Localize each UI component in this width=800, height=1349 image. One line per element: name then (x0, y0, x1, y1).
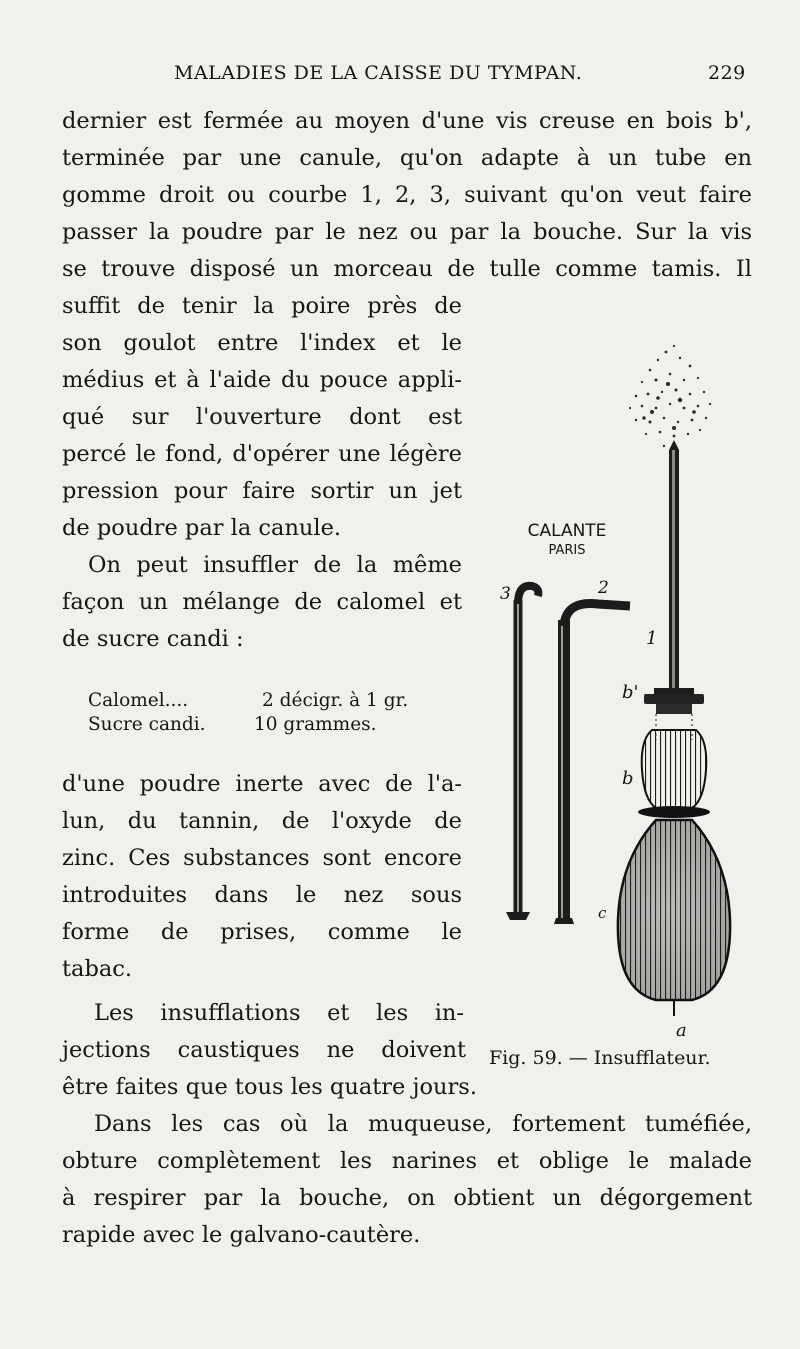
label-bottom: a (676, 1020, 687, 1041)
text-line: introduites dans le nez sous (62, 882, 462, 908)
text-line: médius et à l'aide du pouce appli- (62, 367, 462, 393)
text-line: être faites que tous les quatre jours. (62, 1074, 477, 1100)
text-line: se trouve disposé un morceau de tulle comme tamis. Il (62, 256, 752, 282)
label-tube-1: 1 (646, 628, 658, 649)
text-line: dernier est fermée au moyen d'une vis creuse en bois b', (62, 108, 752, 134)
text-line: façon un mélange de calomel et (62, 589, 462, 615)
text-line: de sucre candi : (62, 626, 244, 652)
maker-name: CALANTE (527, 521, 607, 541)
screw-fitting (644, 694, 704, 704)
recipe-dose: 2 décigr. à 1 gr. (262, 690, 409, 711)
text-line: pression pour faire sortir un jet (62, 478, 462, 504)
bulb-neck (642, 730, 707, 808)
figure-caption: Fig. 59. — Insufflateur. (489, 1047, 711, 1069)
label-screw: b' (622, 682, 639, 703)
text-line: Dans les cas où la muqueuse, fortement tuméfiée, (94, 1111, 752, 1137)
text-line: qué sur l'ouverture dont est (62, 404, 462, 430)
recipe-name: Calomel.... (88, 690, 189, 711)
text-line: tabac. (62, 956, 133, 982)
text-line: de poudre par la canule. (62, 515, 342, 541)
text-line: terminée par une canule, qu'on adapte à un tube en (62, 145, 752, 171)
text-line: à respirer par la bouche, on obtient un dégorgement (62, 1185, 752, 1211)
recipe-dose: 10 grammes. (254, 714, 377, 735)
text-line: Les insufflations et les in- (94, 1000, 464, 1026)
page-number: 229 (708, 62, 746, 84)
text-line: lun, du tannin, de l'oxyde de (62, 808, 462, 834)
text-line: obture complètement les narines et oblige le malade (62, 1148, 752, 1174)
running-head (0, 62, 800, 90)
text-line: suffit de tenir la poire près de (62, 293, 462, 319)
text-line: percé le fond, d'opérer une légère (62, 441, 462, 467)
text-line: zinc. Ces substances sont encore (62, 845, 462, 871)
label-bulb: b (622, 768, 634, 789)
label-tube-2: 2 (598, 578, 609, 598)
text-line: d'une poudre inerte avec de l'a- (62, 771, 462, 797)
recipe-name: Sucre candi. (88, 714, 206, 735)
powder-spray (629, 345, 711, 459)
text-line: jections caustiques ne doivent (62, 1037, 466, 1063)
text-line: On peut insuffler de la même (88, 552, 462, 578)
label-tube-3: 3 (500, 584, 511, 604)
running-title: MALADIES DE LA CAISSE DU TYMPAN. (174, 62, 583, 84)
maker-mark (524, 521, 610, 561)
text-line: rapide avec le galvano-cautère. (62, 1222, 421, 1248)
text-line: forme de prises, comme le (62, 919, 462, 945)
maker-city: PARIS (548, 543, 586, 558)
text-line: gomme droit ou courbe 1, 2, 3, suivant qu'on veut faire (62, 182, 752, 208)
text-line: passer la poudre par le nez ou par la bouche. Sur la vis (62, 219, 752, 245)
label-base: c (598, 904, 607, 922)
text-line: son goulot entre l'index et le (62, 330, 462, 356)
